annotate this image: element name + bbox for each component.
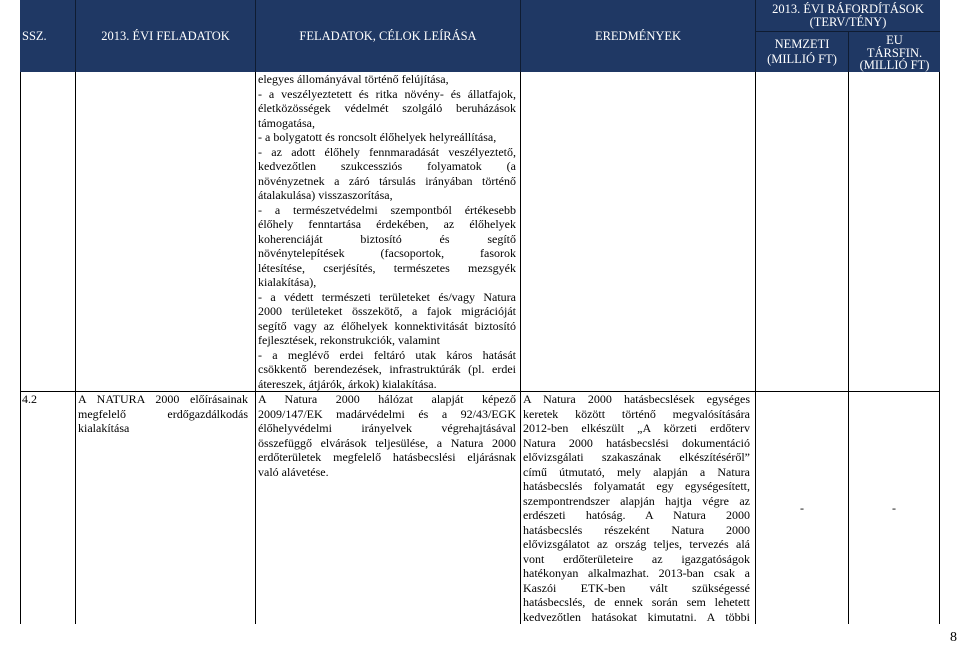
header-results: EREDMÉNYEK: [520, 0, 755, 72]
table-row: [0, 72, 960, 391]
text-line: hatékonyan alkalmazhat. 2013-ban csak a: [523, 566, 750, 580]
text-line: csökkentő berendezések, infrastruktúrák (pl. erdei: [258, 362, 516, 376]
national-cost-cell: -: [755, 391, 848, 624]
text-line: 2000 területeket összekötő, a fajok migrációját: [258, 304, 516, 318]
text-line: - a veszélyeztetett és ritka növény- és állatfajok,: [258, 86, 516, 101]
text-line: elegyes állományával történő felújítása,: [258, 72, 449, 86]
table-row: [0, 391, 960, 624]
paragraph: [258, 145, 516, 203]
paragraph: [78, 392, 248, 436]
header-ssz: SSZ.: [22, 28, 47, 43]
paragraph: [258, 203, 516, 290]
header-national: [755, 31, 848, 72]
text-line: - a védett természeti területeket és/vagy Natura: [258, 289, 516, 304]
paragraph: [258, 72, 516, 87]
text-line: kialakítása),: [258, 275, 317, 289]
text-line: kedvezőtlen hatásokat kimutatni. A többi: [523, 609, 750, 624]
text-line: Kaszói ETK-ben vált szükségessé: [523, 580, 750, 595]
text-line: - a bolygatott és roncsolt élőhelyek helyreállítása,: [258, 130, 497, 144]
text-line: fejlesztések, rekonstrukciók, valamint: [258, 333, 440, 347]
header-eu-label: EU: [886, 33, 903, 47]
text-line: élőhely fenntartása érdekében, az élőhelyek: [258, 217, 516, 231]
description-cell: [255, 72, 520, 391]
text-line: való alávetése.: [258, 464, 329, 479]
header-eu: [848, 31, 940, 72]
text-line: - a természetvédelmi szempontból értékesebb: [258, 202, 516, 217]
header-expenditure: [755, 0, 940, 31]
text-line: hatásbecslés folyamatát egy egységesített,: [523, 479, 750, 493]
results-cell: [520, 72, 755, 391]
header-description: FELADATOK, CÉLOK LEÍRÁSA: [255, 0, 520, 72]
text-line: 2009/147/EK madárvédelmi és a 92/43/EGK: [258, 406, 516, 421]
text-line: átalakulása) visszaszorítása,: [258, 188, 393, 202]
text-line: című útmutató, mely alapján a Natura: [523, 464, 750, 479]
text-line: Natura 2000 hatásbecslési dokumentáció: [523, 435, 750, 450]
text-line: vont erdőterületeire az igazgatóságok: [523, 551, 750, 566]
text-line: koherenciáját biztosító és segítő: [258, 231, 516, 246]
text-line: támogatása,: [258, 115, 315, 130]
paragraph: [523, 392, 750, 624]
results-cell: [520, 391, 755, 624]
text-line: kialakítása: [78, 421, 130, 435]
paragraph: [258, 348, 516, 392]
header-eu-label-2: TÁRSFIN.: [866, 45, 923, 60]
text-line: hatásbecslés, de ennek során sem lehetett: [523, 595, 750, 609]
text-line: életközösségek védelmét szolgáló beruházások: [258, 101, 516, 115]
text-line: keretek között történő megvalósítására: [523, 406, 750, 421]
text-line: növényzetnek a záró társulás irányában történő: [258, 173, 516, 188]
text-line: létesítése, cserjésítés, természetes mezsgyék: [258, 260, 516, 275]
ssz-cell: 4.2: [20, 391, 75, 624]
text-line: A Natura 2000 hálózat alapját képező: [258, 392, 516, 406]
text-line: élőhelyvédelmi irányelvek végrehajtásával: [258, 421, 516, 435]
page-number: 8: [950, 630, 957, 645]
paragraph: [258, 130, 516, 145]
text-line: erdészeti hatóság. A Natura 2000: [523, 508, 750, 522]
header-expenditure-subtitle: (TERV/TÉNY): [809, 14, 887, 29]
text-line: A NATURA 2000 előírásainak: [78, 392, 248, 406]
task-cell: [75, 391, 255, 624]
task-cell: [75, 72, 255, 391]
table-header: [20, 0, 940, 72]
text-line: A Natura 2000 hatásbecslések egységes: [523, 392, 750, 406]
text-line: elővizsgálatot az ország teljes, tervezés alá: [523, 537, 750, 551]
ssz-cell: [20, 72, 75, 391]
text-line: segítő vagy az élőhelyek konnektivitását biztosító: [258, 318, 516, 333]
text-line: - az adott élőhely fennmaradását veszélyeztető,: [258, 144, 516, 159]
text-line: megfelelő erdőgazdálkodás: [78, 406, 248, 421]
paragraph: [258, 392, 516, 479]
text-line: kedvezőtlen szukcessziós folyamatok (a: [258, 159, 516, 173]
header-national-unit: (MILLIÓ FT): [767, 52, 837, 66]
text-line: elővizsgálati szakaszának elkészítéséről”: [523, 450, 750, 464]
paragraph: [258, 87, 516, 131]
description-cell: [255, 391, 520, 624]
text-line: növénytelepítések (facsoportok, fasorok: [258, 246, 516, 260]
text-line: átereszek, átjárók, árkok) kialakítása.: [258, 376, 437, 391]
header-eu-unit: (MILLIÓ FT): [859, 58, 930, 72]
text-line: összefüggő elvárások teljesülése, a Natura 2000: [258, 435, 516, 450]
text-line: 2012-ben elkészült „A körzeti erdőterv: [523, 421, 750, 435]
paragraph: [258, 290, 516, 348]
header-expenditure-title: 2013. ÉVI RÁFORDÍTÁSOK: [772, 1, 924, 16]
national-cost-cell: [755, 72, 848, 391]
eu-cost-cell: -: [848, 391, 940, 624]
text-line: erdőterületek megfelelő hatásbecslési eljárásnak: [258, 450, 516, 464]
text-line: - a meglévő erdei feltáró utak káros hatását: [258, 347, 516, 362]
text-line: szempontrendszer alapján hajtja végre az: [523, 493, 750, 508]
header-national-label: NEMZETI: [774, 37, 830, 51]
header-tasks: 2013. ÉVI FELADATOK: [75, 0, 255, 72]
text-line: hatásbecslés részeként Natura 2000: [523, 522, 750, 537]
eu-cost-cell: [848, 72, 940, 391]
